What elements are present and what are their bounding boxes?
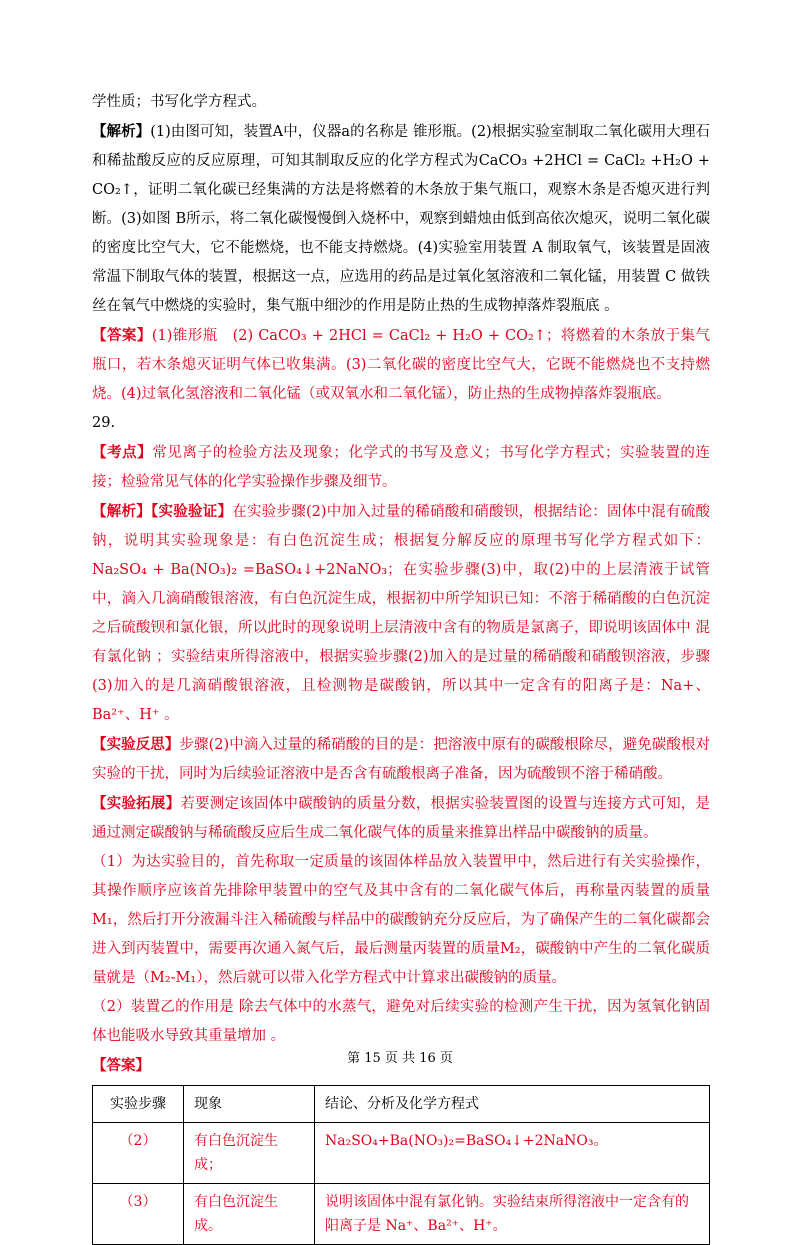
reflection-text: 步骤(2)中滴入过量的稀硝酸的目的是：把溶液中原有的碳酸根除尽，避免碳酸根对实验的干扰，同时为后续验证溶液中是否含有硫酸根离子准备，因为硫酸钡不溶于稀硝酸。 — [92, 737, 710, 782]
experiment-reflection-paragraph — [92, 730, 710, 789]
question-number-text: 29. — [92, 415, 116, 431]
page-content — [92, 88, 710, 1245]
verification-text: 在实验步骤(2)中加入过量的稀硝酸和硝酸钡，根据结论：固体中混有硫酸钠，说明其实验现象是：有白色沉淀生成；根据复分解反应的原理书写化学方程式如下：Na₂SO₄ + Ba(NO₃)₂ =BaSO₄↓+2NaNO₃；在实验步骤(3)中，取(2)中的上层清液于试管中，滴入几滴硝酸银溶液，有白色沉淀生成，根据初中所学知识已知：不溶于稀硝酸的白色沉淀之后硫酸钡和氯化银，所以此时的现象说明上层清液中含有的物质是氯离子，即说明该固体中 混有氯化钠 ；实验结束所得溶液中，根据实验步骤(2)加入的是过量的稀硝酸和硝酸钡溶液，步骤(3)加入的是几滴硝酸银溶液，且检测物是碳酸钠，所以其中一定含有的阳离子是：Na+、Ba²⁺、H⁺ 。 — [92, 504, 711, 723]
table-header-cell: 现象 — [184, 1086, 315, 1123]
table-cell: 有白色沉淀生成。 — [184, 1184, 315, 1245]
table-cell: 说明该固体中混有氯化钠。实验结束所得溶液中一定含有的阳离子是 Na⁺、Ba²⁺、H⁺。 — [315, 1184, 710, 1245]
extension-point-1 — [92, 848, 710, 993]
paragraph-continuation — [92, 88, 710, 117]
experiment-verification-paragraph — [92, 497, 710, 730]
verification-tag: 【解析】【实验验证】 — [92, 503, 233, 520]
table-header-cell: 实验步骤 — [93, 1086, 184, 1123]
extension-point-2 — [92, 993, 710, 1051]
paragraph-text: 学性质；书写化学方程式。 — [92, 94, 266, 110]
knowledge-point-tag: 【考点】 — [92, 444, 153, 461]
answer-tag: 【答案】 — [92, 327, 152, 344]
extension-point-2-text: （2）装置乙的作用是 除去气体中的水蒸气，避免对后续实验的检测产生干扰，因为氢氧化钠固体也能吸水导致其重量增加 。 — [92, 999, 710, 1044]
analysis-tag: 【解析】 — [92, 123, 151, 140]
table-header-cell: 结论、分析及化学方程式 — [315, 1086, 710, 1123]
extension-point-1-text: （1）为达实验目的，首先称取一定质量的该固体样品放入装置甲中，然后进行有关实验操作，其操作顺序应该首先排除甲装置中的空气及其中含有的二氧化碳气体后，再称量丙装置的质量M₁，然后打开分液漏斗注入稀硫酸与样品中的碳酸钠充分反应后，为了确保产生的二氧化碳都会进入到丙装置中，需要再次通入氮气后，最后测量丙装置的质量M₂，碳酸钠中产生的二氧化碳质量就是（M₂-M₁），然后就可以带入化学方程式中计算求出碳酸钠的质量。 — [92, 854, 710, 986]
knowledge-point-text: 常见离子的检验方法及现象；化学式的书写及意义；书写化学方程式；实验装置的连接；检验常见气体的化学实验操作步骤及细节。 — [92, 445, 711, 490]
table-cell: （2） — [93, 1123, 184, 1184]
answer-text: (1)锥形瓶 (2) CaCO₃ + 2HCl = CaCl₂ + H₂O + CO₂↑；将燃着的木条放于集气瓶口，若木条熄灭证明气体已收集满。(3)二氧化碳的密度比空气大，它既不能燃烧也不支持燃烧。(4)过氧化氢溶液和二氧化锰（或双氧水和二氧化锰），防止热的生成物掉落炸裂瓶底。 — [92, 328, 711, 402]
question-number — [92, 409, 710, 438]
answer-paragraph-28 — [92, 321, 710, 409]
table-cell: （3） — [93, 1184, 184, 1245]
reflection-tag: 【实验反思】 — [92, 736, 180, 753]
extension-tag: 【实验拓展】 — [92, 795, 181, 812]
table-row — [93, 1184, 710, 1245]
knowledge-point-paragraph — [92, 438, 710, 497]
extension-text: 若要测定该固体中碳酸钠的质量分数，根据实验装置图的设置与连接方式可知，是通过测定碳酸钠与稀硫酸反应后生成二氧化碳气体的质量来推算出样品中碳酸钠的质量。 — [92, 796, 711, 841]
answer-tag: 【答案】 — [92, 1057, 150, 1074]
analysis-paragraph-28 — [92, 117, 710, 321]
experiment-extension-paragraph — [92, 789, 710, 848]
answer-table — [92, 1085, 710, 1245]
analysis-text: (1)由图可知，装置A中，仪器a的名称是 锥形瓶。(2)根据实验室制取二氧化碳用大理石和稀盐酸反应的反应原理，可知其制取反应的化学方程式为CaCO₃ +2HCl = CaCl₂ +H₂O + CO₂↑，证明二氧化碳已经集满的方法是将燃着的木条放于集气瓶口，观察木条是否熄灭进行判断。(3)如图 B所示，将二氧化碳慢慢倒入烧杯中，观察到蜡烛由低到高依次熄灭，说明二氧化碳的密度比空气大，它不能燃烧，也不能支持燃烧。(4)实验室用装置 A 制取氧气，该装置是固液常温下制取气体的装置，根据这一点，应选用的药品是过氧化氢溶液和二氧化锰，用装置 C 做铁丝在氧气中燃烧的实验时，集气瓶中细沙的作用是防止热的生成物掉落炸裂瓶底 。 — [92, 124, 710, 314]
table-cell: Na₂SO₄+Ba(NO₃)₂=BaSO₄↓+2NaNO₃。 — [315, 1123, 710, 1184]
table-header-row — [93, 1086, 710, 1123]
page-footer: 第 15 页 共 16 页 — [347, 1051, 453, 1066]
table-cell: 有白色沉淀生成； — [184, 1123, 315, 1184]
